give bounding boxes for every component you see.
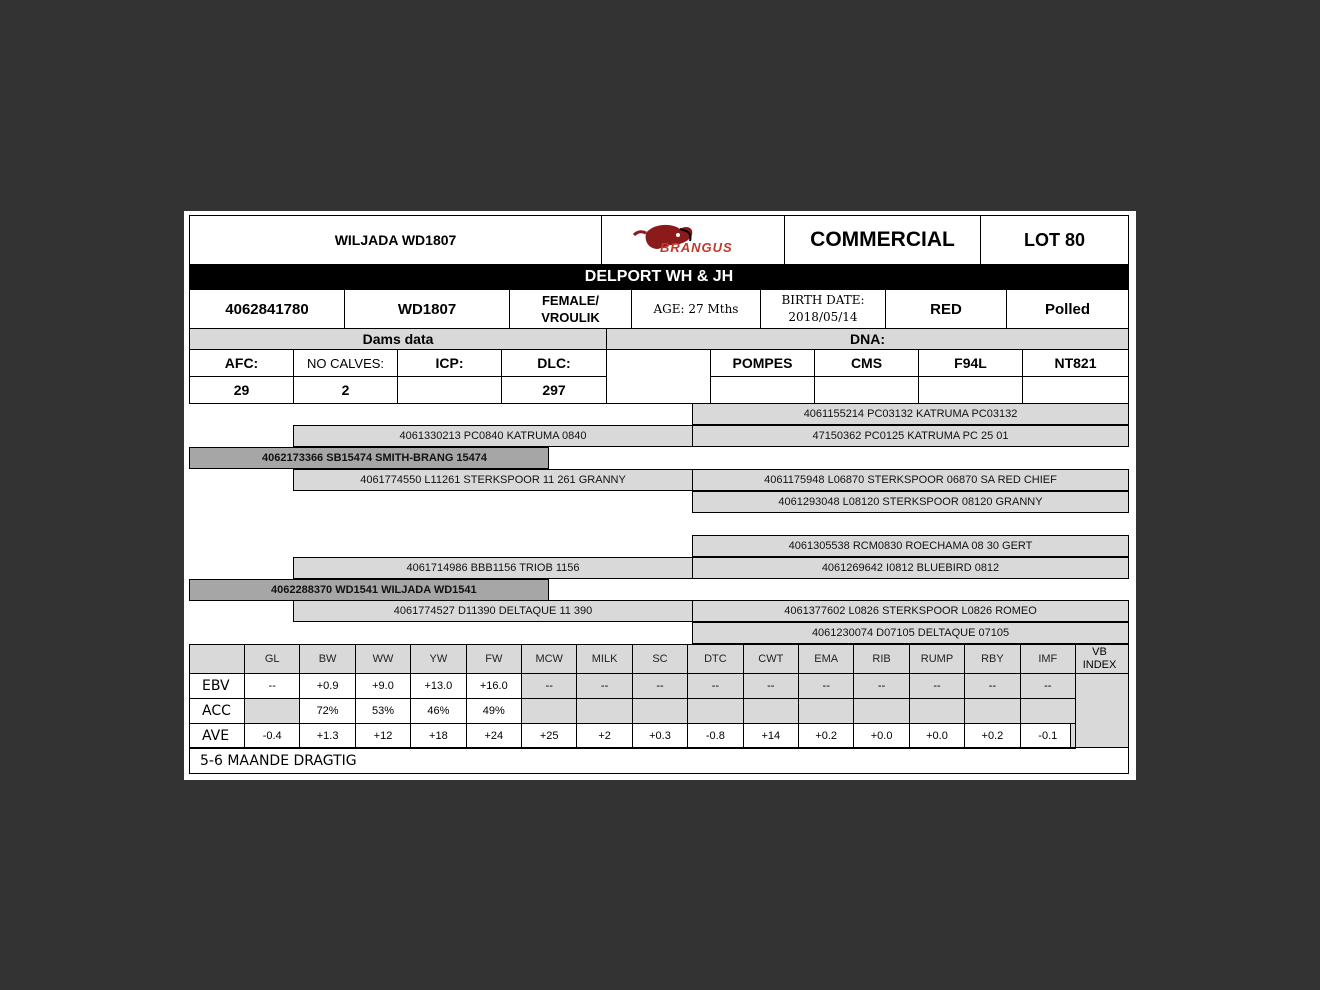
ebv-cell-ebv-rby: --: [964, 673, 1020, 699]
ebv-cell-ave-yw: +18: [410, 723, 466, 749]
ebv-cell-ave-bw: +1.3: [299, 723, 355, 749]
ebv-cell-ave-rby: +0.2: [964, 723, 1020, 749]
animal-name: WILJADA WD1807: [189, 215, 602, 265]
remarks: 5-6 MAANDE DRAGTIG: [189, 747, 1129, 774]
dna-pompes-header: POMPES: [710, 349, 815, 377]
vb-index-value: [1070, 673, 1129, 748]
ebv-header-rib: RIB: [853, 644, 909, 674]
ebv-cell-ebv-bw: +0.9: [299, 673, 355, 699]
ebv-cell-ebv-yw: +13.0: [410, 673, 466, 699]
ebv-cell-acc-fw: 49%: [466, 698, 522, 724]
vb-index-header: VB INDEX: [1070, 644, 1129, 674]
ebv-header-bw: BW: [299, 644, 355, 674]
ebv-header-rump: RUMP: [909, 644, 965, 674]
no-calves-value: 2: [293, 376, 398, 404]
brangus-logo: [601, 215, 785, 265]
ebv-cell-ebv-dtc: --: [687, 673, 743, 699]
ebv-cell-ebv-cwt: --: [743, 673, 799, 699]
ebv-row-label-ave: AVE: [189, 723, 245, 749]
ebv-header-rby: RBY: [964, 644, 1020, 674]
afc-value: 29: [189, 376, 294, 404]
ebv-cell-ave-cwt: +14: [743, 723, 799, 749]
ebv-corner-cell: [189, 644, 245, 674]
ebv-header-mcw: MCW: [521, 644, 577, 674]
dna-title: DNA:: [606, 328, 1129, 350]
pedigree-dam-sire-dam: 4061269642 I0812 BLUEBIRD 0812: [692, 557, 1129, 579]
ebv-cell-ave-rump: +0.0: [909, 723, 965, 749]
dna-f94l-header: F94L: [918, 349, 1023, 377]
ebv-header-gl: GL: [244, 644, 300, 674]
dams-data-title: Dams data: [189, 328, 607, 350]
ebv-cell-ebv-ema: --: [798, 673, 854, 699]
lot-number: LOT 80: [980, 215, 1129, 265]
ebv-cell-acc-milk: [576, 698, 632, 724]
dlc-header: DLC:: [501, 349, 607, 377]
pedigree-sire-dam-sire: 4061175948 L06870 STERKSPOOR 06870 SA RED CHIEF: [692, 469, 1129, 491]
ebv-cell-ebv-gl: --: [244, 673, 300, 699]
ebv-cell-acc-bw: 72%: [299, 698, 355, 724]
ebv-cell-ave-ema: +0.2: [798, 723, 854, 749]
logo-text: BRANGUS: [660, 240, 733, 255]
pedigree-sire: 4062173366 SB15474 SMITH-BRANG 15474: [189, 447, 549, 469]
dna-blank-cell: [606, 349, 711, 404]
ebv-header-cwt: CWT: [743, 644, 799, 674]
pedigree-dam-dam-sire: 4061377602 L0826 STERKSPOOR L0826 ROMEO: [692, 600, 1129, 622]
ebv-header-imf: IMF: [1020, 644, 1076, 674]
ebv-cell-ave-ww: +12: [355, 723, 411, 749]
ebv-cell-ave-dtc: -0.8: [687, 723, 743, 749]
pedigree-sire-sire-dam: 47150362 PC0125 KATRUMA PC 25 01: [692, 425, 1129, 447]
dna-nt821-header: NT821: [1022, 349, 1129, 377]
herd-id: WD1807: [344, 289, 510, 329]
ebv-cell-acc-rby: [964, 698, 1020, 724]
id-number: 4062841780: [189, 289, 345, 329]
pedigree-dam-dam: 4061774527 D11390 DELTAQUE 11 390: [293, 600, 693, 622]
ebv-cell-acc-ema: [798, 698, 854, 724]
ebv-header-fw: FW: [466, 644, 522, 674]
ebv-cell-acc-yw: 46%: [410, 698, 466, 724]
dna-cms-header: CMS: [814, 349, 919, 377]
ebv-cell-acc-imf: [1020, 698, 1076, 724]
ebv-header-yw: YW: [410, 644, 466, 674]
ebv-cell-acc-rib: [853, 698, 909, 724]
ebv-cell-ebv-imf: --: [1020, 673, 1076, 699]
ebv-cell-ebv-ww: +9.0: [355, 673, 411, 699]
birth-date: BIRTH DATE: 2018/05/14: [760, 289, 886, 329]
ebv-row-label-ebv: EBV: [189, 673, 245, 699]
icp-value: [397, 376, 502, 404]
ebv-cell-ave-milk: +2: [576, 723, 632, 749]
icp-header: ICP:: [397, 349, 502, 377]
ebv-cell-ebv-fw: +16.0: [466, 673, 522, 699]
ebv-header-milk: MILK: [576, 644, 632, 674]
ebv-header-sc: SC: [632, 644, 688, 674]
pedigree-dam-dam-dam: 4061230074 D07105 DELTAQUE 07105: [692, 622, 1129, 644]
owner-bar: DELPORT WH & JH: [189, 265, 1129, 289]
ebv-row-label-acc: ACC: [189, 698, 245, 724]
ebv-cell-ebv-milk: --: [576, 673, 632, 699]
pedigree-dam-sire: 4061714986 BBB1156 TRIOB 1156: [293, 557, 693, 579]
ebv-header-ww: WW: [355, 644, 411, 674]
lot-card: [184, 211, 1136, 780]
ebv-cell-acc-rump: [909, 698, 965, 724]
ebv-cell-acc-cwt: [743, 698, 799, 724]
ebv-cell-ave-sc: +0.3: [632, 723, 688, 749]
ebv-cell-ave-fw: +24: [466, 723, 522, 749]
ebv-cell-ebv-mcw: --: [521, 673, 577, 699]
dna-nt821-value: [1022, 376, 1129, 404]
dna-f94l-value: [918, 376, 1023, 404]
pedigree-dam-sire-sire: 4061305538 RCM0830 ROECHAMA 08 30 GERT: [692, 535, 1129, 557]
ebv-cell-acc-mcw: [521, 698, 577, 724]
pedigree-sire-sire: 4061330213 PC0840 KATRUMA 0840: [293, 425, 693, 447]
ebv-cell-ave-rib: +0.0: [853, 723, 909, 749]
ebv-cell-acc-gl: [244, 698, 300, 724]
dna-cms-value: [814, 376, 919, 404]
ebv-header-ema: EMA: [798, 644, 854, 674]
ebv-cell-ave-mcw: +25: [521, 723, 577, 749]
colour-label: RED: [885, 289, 1007, 329]
pedigree-sire-sire-sire: 4061155214 PC03132 KATRUMA PC03132: [692, 403, 1129, 425]
sex-label: FEMALE/ VROULIK: [509, 289, 632, 329]
ebv-cell-ebv-rib: --: [853, 673, 909, 699]
ebv-cell-acc-ww: 53%: [355, 698, 411, 724]
ebv-cell-ave-gl: -0.4: [244, 723, 300, 749]
ebv-cell-acc-dtc: [687, 698, 743, 724]
pedigree-sire-dam: 4061774550 L11261 STERKSPOOR 11 261 GRANNY: [293, 469, 693, 491]
age-label: AGE: 27 Mths: [631, 289, 761, 329]
afc-header: AFC:: [189, 349, 294, 377]
horn-status: Polled: [1006, 289, 1129, 329]
pedigree-sire-dam-dam: 4061293048 L08120 STERKSPOOR 08120 GRANNY: [692, 491, 1129, 513]
ebv-header-dtc: DTC: [687, 644, 743, 674]
ebv-cell-ebv-rump: --: [909, 673, 965, 699]
dlc-value: 297: [501, 376, 607, 404]
no-calves-header: NO CALVES:: [293, 349, 398, 377]
ebv-cell-ave-imf: -0.1: [1020, 723, 1076, 749]
dna-pompes-value: [710, 376, 815, 404]
pedigree-dam: 4062288370 WD1541 WILJADA WD1541: [189, 579, 549, 601]
ebv-cell-acc-sc: [632, 698, 688, 724]
ebv-cell-ebv-sc: --: [632, 673, 688, 699]
category-label: COMMERCIAL: [784, 215, 981, 265]
